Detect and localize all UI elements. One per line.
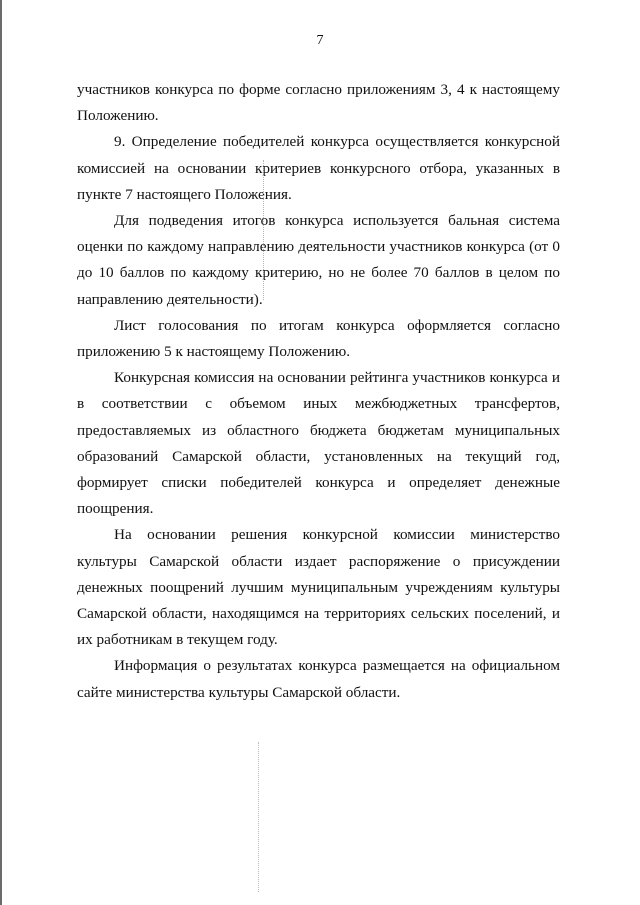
paragraph-commission-decision: Конкурсная комиссия на основании рейтинга участников конкурса и в соответствии с объемом иных межбюджетных трансфертов, предоставляемых из областного бюджета бюджетам муниципальных образований Самарской области, установленных на текущий год, формирует списки победителей конкурса и определяет денежные поощрения. <box>77 369 560 518</box>
paragraph-results-publication: Информация о результатах конкурса размещается на официальном сайте министерства культуры Самарской области. <box>77 657 560 701</box>
paragraph-scoring-system: Для подведения итогов конкурса используется бальная система оценки по каждому направлению деятельности участников конкурса (от 0 до 10 баллов по каждому критерию, но не более 70 баллов в целом по направлению деятельности). <box>77 212 560 308</box>
paragraph-voting-sheet: Лист голосования по итогам конкурса оформляется согласно приложению 5 к настоящему Положению. <box>77 316 560 361</box>
paragraph-9-winners: 9. Определение победителей конкурса осуществляется конкурсной комиссией на основании критериев конкурсного отбора, указанных в пункте 7 настоящего Положения. <box>77 133 560 203</box>
document-body <box>77 77 560 706</box>
page-number: 7 <box>316 33 324 48</box>
scan-artifact-dots <box>258 742 260 892</box>
scan-artifact-line <box>263 160 265 300</box>
scan-left-edge <box>0 0 2 905</box>
paragraph-continuation: участников конкурса по форме согласно приложениям 3, 4 к настоящему Положению. <box>77 81 560 125</box>
paragraph-ministry-order: На основании решения конкурсной комиссии министерство культуры Самарской области издает распоряжение о присуждении денежных поощрений лучшим муниципальным учреждениям культуры Самарской области, находящимся на территориях сельских поселений, и их работникам в текущем году. <box>77 526 560 649</box>
